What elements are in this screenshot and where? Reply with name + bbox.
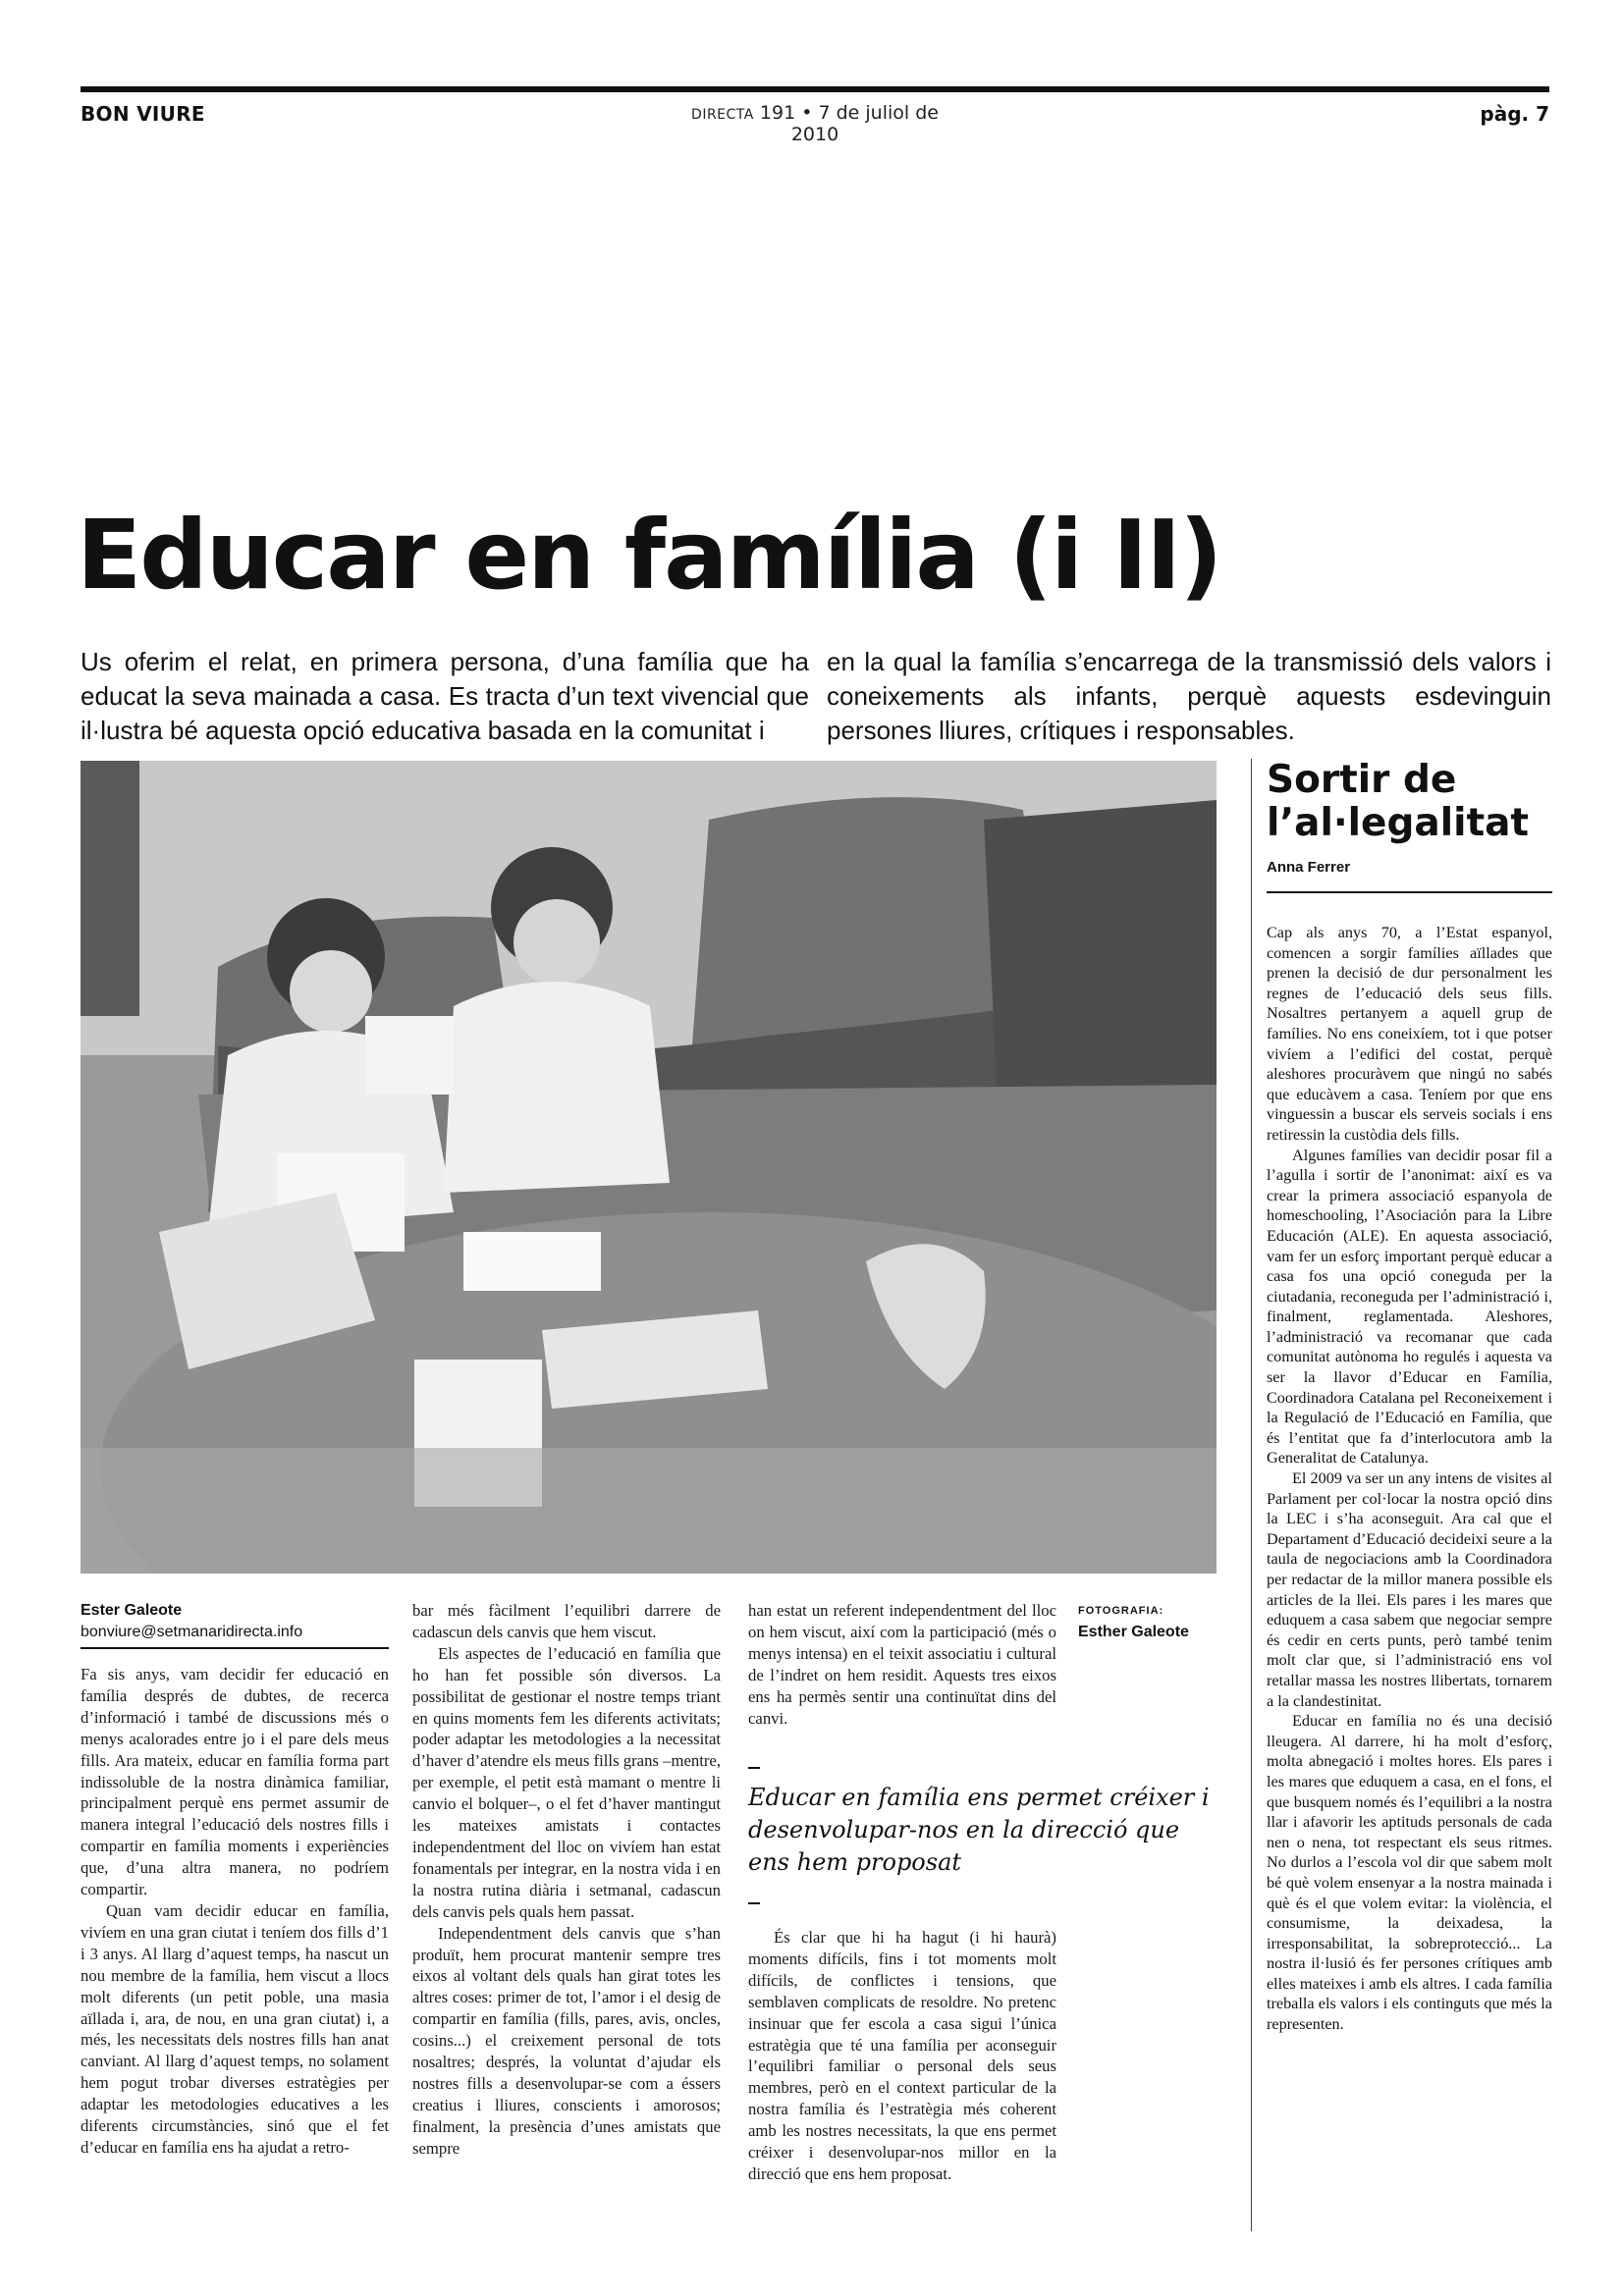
sidebar-paragraph: Educar en família no és una decisió lleugera. Al darrere, hi ha molt d’esforç, molta abnegació i moltes hores. Els pares i les mares que eduquem a casa, en el fons, el que busquem només és l’equilibri a la nostra llar i afavorir les aptituds personals de cada nen o nena, tot respectant els seus ritmes. No durlos a l’escola vol dir que sabem molt bé què volem ensenyar a la nostra mainada i què és el que volem evitar: la violència, el consumisme, la deixadesa, la irresponsabilitat, la sobreprotecció... La nostra il·lusió és fer persones crítiques amb elles mateixes i amb els altres. I cada família treballa els valors i els continguts que més la representen. [1267,1712,1552,2034]
pullquote-dash-bottom [748,1902,760,1904]
issue-info [668,102,962,145]
byline [81,1600,389,1643]
sidebar-title-line-2: l’al·legalitat [1267,801,1530,845]
sidebar-title [1267,759,1529,845]
headline: Educar en família (i II) [77,500,1221,611]
sidebar-rule [1267,891,1552,893]
body-column-2 [412,1600,721,2160]
pullquote: Educar en família ens permet créixer i desenvolupar-nos en la direcció que ens hem proposat [748,1784,1210,1876]
pullquote-dash-top [748,1767,760,1769]
standfirst-col-1: Us oferim el relat, en primera persona, d’una família que ha educat la seva mainada a casa. Es tracta d’un text vivencial que il·lustra bé aquesta opció educativa basada en la comunitat i [81,647,809,745]
body-paragraph: És clar que hi ha hagut (i hi haurà) moments difícils, fins i tot moments molt difícils, de conflictes i tensions, que semblaven complicats de resoldre. No pretenc insinuar que fer escola a casa sigui l’única estratègia que té una família per aconseguir l’equilibri familiar o personal dels seus membres, però en el context particular de la nostra família és l’estratègia més coherent amb les nostres necessitats, la que ens permet créixer i desenvolupar-nos millor en la direcció que ens hem proposat. [748,1928,1056,2183]
body-paragraph: han estat un referent independentment del lloc on hem viscut, així com la participació (més o menys intensa) en el teixit associatiu i cultural de l’indret on hem residit. Aquests tres eixos ens ha permès sentir una continuïtat dins del canvi. [748,1601,1056,1728]
body-paragraph: Fa sis anys, vam decidir fer educació en família després de dubtes, de recerca d’informació i també de discussions més o menys acalorades entre jo i el pare dels meus fills. Ara mateix, educar en família forma part indissoluble de la nostra dinàmica familiar, principalment perquè ens permet assumir de manera integral l’educació dels nostres fills i compartir en família moments i experiències que, d’una altra manera, no podríem compartir. [81,1665,389,1899]
body-paragraph: Quan vam decidir educar en família, vivíem en una gran ciutat i teníem dos fills d’1 i 3 anys. Al llarg d’aquest temps, ha nascut un nou membre de la família, hem viscut a llocs molt diferents (un petit poble, una masia aïllada i, ara, de nou, en una gran ciutat) i, a més, les necessitats dels nostres fills han anat canviant. Al llarg d’aquest temps, no solament hem pogut trobar diverses estratègies per adaptar les metodologies educatives a les diferents circumstàncies, sinó que el fet d’educar en família ens ha ajudat a retro- [81,1900,389,2157]
page-number: pàg. 7 [1480,102,1549,126]
body-column-3-bottom [748,1927,1056,2185]
top-rule [81,86,1549,92]
body-paragraph: bar més fàcilment l’equilibri darrere de cadascun dels canvis que hem viscut. [412,1601,721,1641]
sidebar-paragraph: Algunes famílies van decidir posar fil a l’agulla i sortir de l’anonimat: així es va crear la primera associació espanyola de homeschooling, l’Asociación para la Libre Educación (ALE). En aquesta associació, vam fer un esforç important perquè educar a casa fos una opció coneguda per la ciutadania, reconeguda per l’administració i, finalment, reglamentada. Aleshores, l’administració va recomanar que cada comunitat autònoma ho regulés i aquesta va ser la llavor d’Educar en Família, Coordinadora Catalana pel Reconeixement i la Regulació de l’Educació en Família, que és l’entitat que fa d’interlocutora amb la Generalitat de Catalunya. [1267,1146,1552,1468]
publication-name: DIRECTA [691,107,754,123]
body-paragraph: Independentment dels canvis que s’han produït, hem procurat mantenir sempre tres eixos al voltant dels quals han girat totes les altres coses: primer de tot, l’amor i el desig de compartir en família (fills, pares, avis, oncles, cosins...) el creixement personal de tots nosaltres; després, la voluntat d’ajudar els nostres fills a desenvolupar-se com a éssers creatius i lliures, conscients i amorosos; finalment, la presència d’unes amistats que sempre [412,1923,721,2158]
standfirst-col-2: en la qual la família s’encarrega de la transmissió dels valors i coneixements als infants, perquè aquests esdevinguin persones lliures, crítiques i responsables. [827,647,1551,745]
photo-credit-name: Esther Galeote [1078,1624,1189,1640]
sidebar-author: Anna Ferrer [1267,859,1351,876]
body-paragraph: Els aspectes de l’educació en família que ho han fet possible són diversos. La possibilitat de gestionar el nostre temps triant en quins moments fem les diferents activitats; poder adaptar les metodologies a la necessitat d’haver d’atendre els meus fills grans –mentre, per exemple, el petit està mamant o mentre li canvio el bolquer–, o el fet d’haver mantingut les mateixes amistats i contactes independentment del lloc on vivíem han estat fonamentals per integrar, en la nostra vida i en la nostra rutina diària i setmanal, cadascun dels canvis pels quals hem passat. [412,1643,721,1921]
section-name: BON VIURE [81,102,205,126]
photo-credit-label: FOTOGRAFIA: [1078,1605,1164,1617]
body-column-3-top [748,1600,1056,1729]
byline-rule [81,1647,389,1649]
body-column-1 [81,1664,389,2159]
issue-date: 191 • 7 de juliol de 2010 [759,102,939,145]
photo-children-playing [81,761,1217,1574]
sidebar-paragraph: Cap als anys 70, a l’Estat espanyol, comencen a sorgir famílies aïllades que prenen la decisió de dur personalment les regnes de l’educació dels seus fills. Nosaltres pertanyem a aquell grup de famílies. No ens coneixíem, tot i que potser vivíem a l’edifici del costat, perquè aleshores procuràvem que ningú no sabés que educàvem a casa. Teníem por que ens vinguessin a buscar els serveis socials i ens retiressin la custòdia dels fills. [1267,924,1552,1144]
photo-illustration [81,761,1217,1574]
byline-author: Ester Galeote [81,1602,183,1619]
sidebar-divider [1251,759,1252,2231]
sidebar-paragraph: El 2009 va ser un any intens de visites al Parlament per col·locar la nostra opció dins la LEC i s’ha aconseguit. Ara cal que el Departament d’Educació decideixi seure a la taula de negociacions amb la Coordinadora per redactar de la millor manera possible els articles de la llei. Els pares i les mares que eduquem a casa sabem que negociar sempre és cedir en certs punts, però també tenim molt clar que, si l’administració ens vol retallar massa les nostres llibertats, tornarem a la clandestinitat. [1267,1469,1552,1710]
sidebar-body [1267,923,1552,2035]
photo-credit [1078,1600,1189,1643]
byline-email[interactable]: bonviure@setmanaridirecta.info [81,1624,303,1640]
sidebar-title-line-1: Sortir de [1267,758,1457,802]
